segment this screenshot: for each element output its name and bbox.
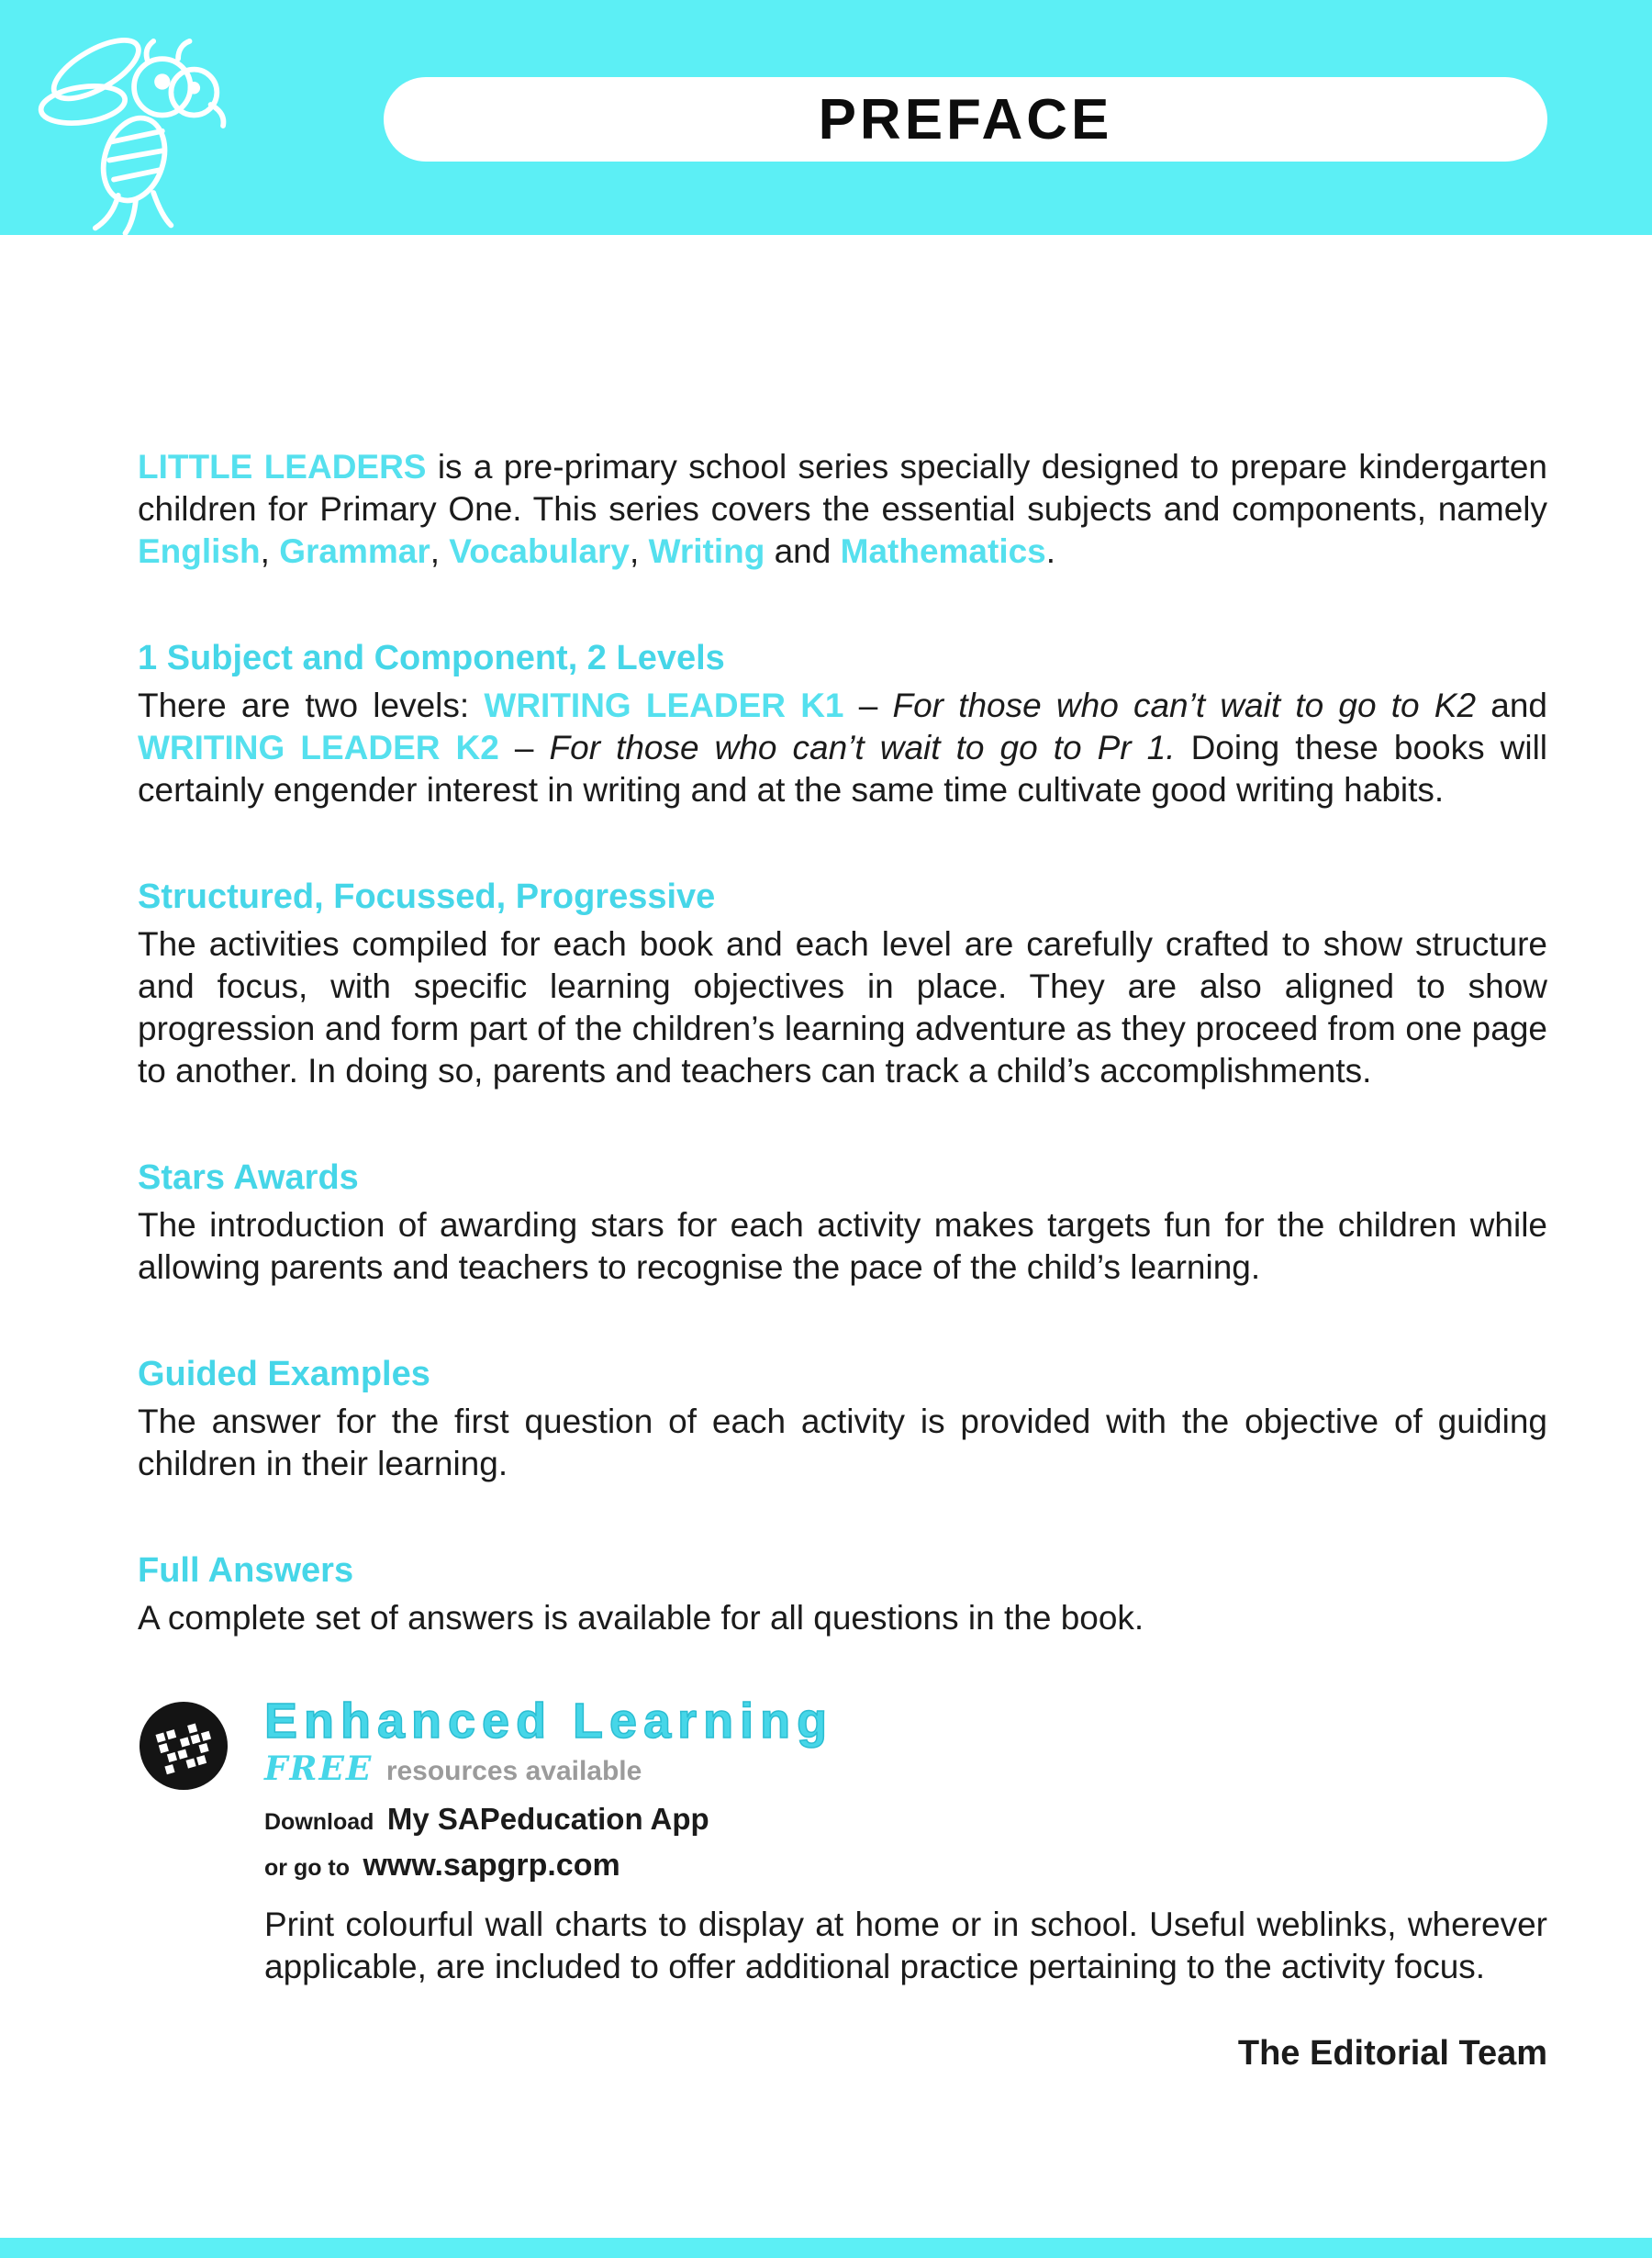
text-segment: is a pre-primary school series specially designed to prepare kindergarten children for Primary One. This series covers the essential subjects and components, namely bbox=[138, 448, 1557, 528]
enhanced-learning-body bbox=[264, 1904, 1557, 1988]
text-segment: Writing bbox=[648, 532, 765, 570]
sap-app-qr-icon bbox=[138, 1700, 229, 1792]
text-segment: Vocabulary bbox=[449, 532, 631, 570]
page-title-box bbox=[384, 77, 1547, 162]
section-full-answers-heading: Full Answers bbox=[138, 1551, 354, 1590]
section-guided-examples-body bbox=[138, 1401, 1557, 1485]
text-segment: and bbox=[1476, 687, 1557, 724]
free-resources-line bbox=[264, 1749, 1547, 1795]
text-segment: Mathematics bbox=[840, 532, 1046, 570]
website-line bbox=[264, 1846, 1547, 1891]
text-segment: . bbox=[1045, 532, 1056, 570]
section-full-answers bbox=[138, 1549, 1547, 1639]
bottom-accent-bar bbox=[0, 2238, 1652, 2258]
section-stars-awards bbox=[138, 1157, 1557, 1289]
text-segment: , bbox=[430, 532, 450, 570]
text-segment: For those who can’t wait to go to K2 bbox=[892, 687, 1477, 724]
enhanced-learning-title: Enhanced Learning bbox=[264, 1694, 834, 1749]
text-segment: The introduction of awarding stars for each activity makes targets fun for the children while allowing parents and teachers to recognise the pace of the child’s learning. bbox=[138, 1206, 1557, 1286]
text-segment: , bbox=[260, 532, 280, 570]
text-segment: LITTLE LEADERS bbox=[138, 448, 427, 486]
content bbox=[0, 235, 1652, 2074]
text-segment: WRITING LEADER K2 bbox=[138, 729, 499, 766]
text-segment: and bbox=[765, 532, 841, 570]
text-segment: English bbox=[138, 532, 261, 570]
enhanced-learning-block bbox=[138, 1694, 1557, 1988]
section-guided-examples-heading: Guided Examples bbox=[138, 1355, 430, 1393]
text-segment: There are two levels: bbox=[138, 687, 485, 724]
text-segment: Doing these books will certainly engender interest in writing and at the same time cultivate good writing habits. bbox=[138, 729, 1557, 809]
text-segment: , bbox=[630, 532, 649, 570]
text-segment: Print colourful wall charts to display at home or in school. Useful weblinks, wherever applicable, are included to offer additional practice pertaining to the activity focus. bbox=[264, 1906, 1557, 1985]
section-structured-heading: Structured, Focussed, Progressive bbox=[138, 877, 716, 916]
enhanced-learning-text bbox=[264, 1694, 1547, 1891]
text-segment: Grammar bbox=[279, 532, 430, 570]
text-segment: For those who can’t wait to go to Pr 1. bbox=[549, 729, 1176, 766]
section-stars-awards-heading: Stars Awards bbox=[138, 1158, 359, 1197]
app-name: My SAPeducation App bbox=[386, 1802, 709, 1836]
page-title: PREFACE bbox=[818, 87, 1113, 151]
intro-paragraph bbox=[138, 446, 1557, 573]
section-levels-heading: 1 Subject and Component, 2 Levels bbox=[138, 639, 725, 677]
text-segment: – bbox=[843, 687, 893, 724]
free-resources-label: resources available bbox=[385, 1756, 642, 1786]
section-full-answers-body bbox=[138, 1597, 1547, 1639]
text-segment: The answer for the first question of each activity is provided with the objective of guiding children in their learning. bbox=[138, 1403, 1557, 1482]
website-url: www.sapgrp.com bbox=[363, 1848, 620, 1883]
section-stars-awards-body bbox=[138, 1204, 1557, 1289]
download-app-line bbox=[264, 1799, 1547, 1846]
section-structured bbox=[138, 876, 1557, 1092]
section-levels-body bbox=[138, 685, 1557, 811]
text-segment: WRITING LEADER K1 bbox=[484, 687, 844, 724]
text-segment: A complete set of answers is available for all questions in the book. bbox=[138, 1599, 1144, 1637]
text-segment: – bbox=[498, 729, 550, 766]
editorial-signature: The Editorial Team bbox=[1237, 2034, 1547, 2073]
text-segment: The activities compiled for each book and each level are carefully crafted to show structure and focus, with specific learning objectives in place. They are also aligned to show progression and form part of the children’s learning adventure as they proceed from one page to another. In doing so, parents and teachers can track a child’s accomplishments. bbox=[138, 925, 1557, 1090]
section-structured-body bbox=[138, 923, 1557, 1092]
free-label: FREE bbox=[264, 1749, 374, 1788]
section-levels bbox=[138, 637, 1557, 811]
section-guided-examples bbox=[138, 1353, 1557, 1485]
download-label: Download bbox=[264, 1809, 374, 1835]
header-banner bbox=[0, 0, 1652, 235]
fly-mascot-illustration bbox=[26, 17, 246, 237]
or-go-to-label: or go to bbox=[264, 1855, 351, 1881]
